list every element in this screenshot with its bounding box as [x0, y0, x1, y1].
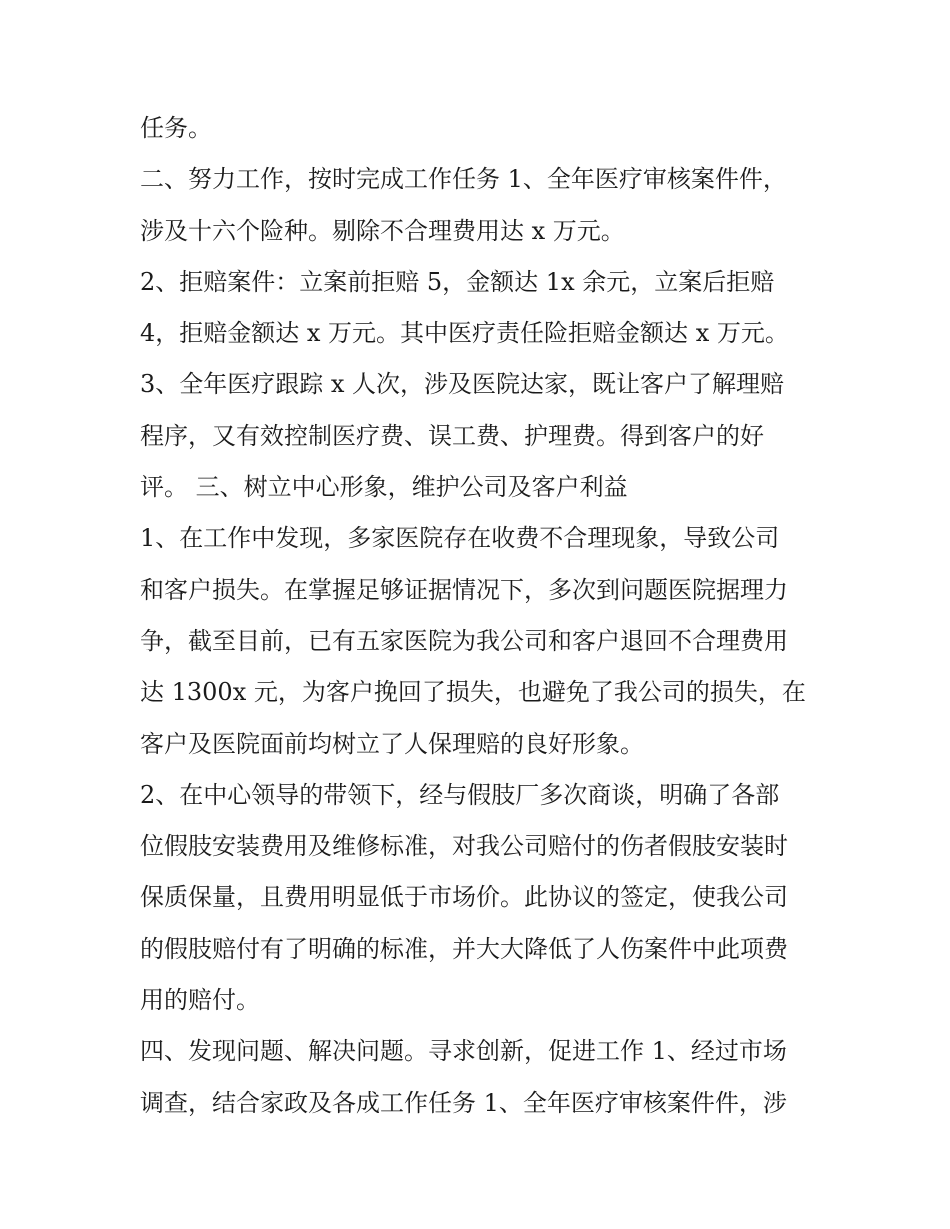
text-line: 评。 三、树立中心形象，维护公司及客户利益 [140, 473, 628, 502]
text-line: 2、在中心领导的带领下，经与假肢厂多次商谈，明确了各部 [140, 780, 780, 809]
text-line: 的假肢赔付有了明确的标准，并大大降低了人伤案件中此项费 [140, 934, 788, 963]
text-line: 2、拒赔案件：立案前拒赔 5，金额达 1x 余元，立案后拒赔 [140, 267, 775, 296]
text-line: 4，拒赔金额达 x 万元。其中医疗责任险拒赔金额达 x 万元。 [140, 319, 789, 348]
text-line: 任务。 [140, 114, 212, 142]
text-line: 1、在工作中发现，多家医院存在收费不合理现象，导致公司 [140, 524, 780, 553]
text-line: 涉及十六个险种。剔除不合理费用达 x 万元。 [140, 216, 625, 245]
text-line: 调查，结合家政及各成工作任务 1、全年医疗审核案件件，涉 [140, 1088, 787, 1117]
document-body [140, 103, 820, 1129]
text-line: 和客户损失。在掌握足够证据情况下，多次到问题医院据理力 [140, 575, 788, 604]
text-line: 四、发现问题、解决问题。寻求创新，促进工作 1、经过市场 [140, 1037, 787, 1066]
text-line: 达 1300x 元，为客户挽回了损失，也避免了我公司的损失，在 [140, 678, 806, 707]
text-line: 争，截至目前，已有五家医院为我公司和客户退回不合理费用 [140, 626, 788, 655]
text-line: 用的赔付。 [140, 986, 260, 1015]
text-line: 客户及医院面前均树立了人保理赔的良好形象。 [140, 729, 644, 758]
text-line: 程序，又有效控制医疗费、误工费、护理费。得到客户的好 [140, 421, 764, 450]
text-line: 位假肢安装费用及维修标准，对我公司赔付的伤者假肢安装时 [140, 832, 788, 861]
text-line: 3、全年医疗跟踪 x 人次，涉及医院达家，既让客户了解理赔 [140, 370, 785, 399]
text-line: 二、努力工作，按时完成工作任务 1、全年医疗审核案件件， [140, 165, 787, 194]
text-line: 保质保量，且费用明显低于市场价。此协议的签定，使我公司 [140, 883, 788, 912]
